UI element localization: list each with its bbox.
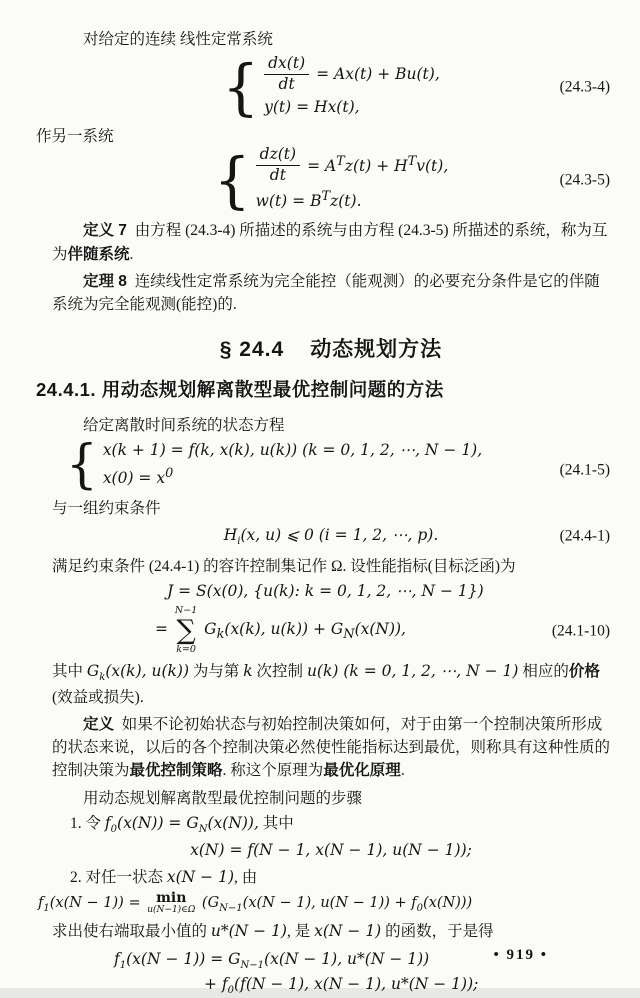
theorem-8 [52,270,610,317]
left-brace-icon: { [213,144,251,216]
perf-line1: J = S(x(0), {u(k): k = 0, 1, 2, ⋯, N − 1}) [167,582,484,601]
intro-paragraph [52,28,610,51]
price-paragraph: 其中 $G_k(x(k)$, u(k)) 为与第 k 次控制 u(k) (k = 0, 1, 2, ⋯, N − 1) 相应的价格(效益或损失). [52,662,600,706]
intro-text: 对给定的连续 线性定常系统 [83,31,273,48]
definition-7-text: 由方程 (24.3-4) 所描述的系统与由方程 (24.3-5) 所描述的系统， [134,222,561,240]
equation-24-4-1: $H_i(x$, u) ⩽ 0 (i = 1, 2, ⋯, p). (24.4-1) [223,525,610,547]
fraction-dzdt [256,146,300,185]
optimal-control-policy-term: 最优控制策略 [129,762,223,780]
step-1-equation: x(N) = f(N − 1, x(N − 1), u(N − 1)); [190,840,472,859]
step-2: 2. 对任一状态 x(N − 1), 由 [70,868,258,887]
minimizer-paragraph: 求出使右端取最小值的 u*(N − 1), 是 x(N − 1) 的函数，于是得 [52,922,494,941]
equation-line2: $w(t) = B^Tz(t)$. [255,189,362,211]
optimality-definition: 定义 如果不论初始状态与初始控制决策如何，对于由第一个控制决策所形成的状态来说，以后的各个控制决策必然使性能指标达到最优，则称具有这种性质的控制决策为最优控制策略. 称这个原理为最优化原理. [52,715,611,780]
optimality-principle-term: 最优化原理 [323,762,401,780]
equation-24-1-5 [52,433,610,495]
left-brace-icon: { [66,433,98,495]
equation-tag-24-3-4: (24.3-4) [559,78,610,96]
equation-tag-24-1-10: (24.1-10) [551,622,610,640]
state-equation-intro: 给定离散时间系统的状态方程 [83,416,285,434]
adjoint-system-term: 伴随系统 [67,245,130,263]
equation-24-1-10 [52,580,610,654]
perf-line2: = N−1 ∑ k=0 $G_k(x(k)$, $u(k)) + G_N(x(N))$, [155,605,406,655]
theorem-8-label: 定理 8 [83,272,127,290]
final-equation-line2: + $f_0(f(N - 1)$, x(N − 1), u*(N − 1)); [204,974,479,996]
constraint-intro: 与一组约束条件 [52,499,161,517]
price-term: 价格 [568,663,600,681]
equation-line2: y(t) = Hx(t), [264,97,360,116]
page-number: • 919 • [493,946,548,963]
another-system-text: 作另一系统 [36,128,114,146]
another-system-label [36,125,610,148]
equation-rhs: = Ax(t) + Bu(t), [316,64,440,83]
step-2-min-equation: $f_1(x(N - 1))$ = min u(N−1)∈Ω ($G_{N-1}(x(N - 1)$, $u(N - 1)) + f_0(x(N))$) [38,890,473,916]
final-equation-line1: $f_1(x(N - 1)) = G_{N-1}(x(N - 1)$, u*(N − 1)) [114,949,430,971]
section-title: 动态规划方法 [310,338,443,362]
performance-intro: 满足约束条件 (24.4-1) 的容许控制集记作 Ω. 设性能指标(目标泛函)为 [52,557,516,575]
summation-operator: N−1 ∑ k=0 [174,605,198,655]
theorem-8-text: 连续线性定常系统为完全能控（能观测）的必要充分条件是它的伴随系统为完全能观测(能控)的. [52,272,600,314]
fraction-dxdt [264,55,309,94]
fraction-numerator: dz(t) [256,146,300,166]
steps-title: 用动态规划解离散型最优控制问题的步骤 [83,789,363,807]
definition-7: 定义 7 由方程 (24.3-4) 所描述的系统与由方程 (24.3-5) 所描述的系统，称为互为伴随系统. [52,222,608,263]
equation-line2: $x(0) = x^0$ [102,466,174,488]
fraction-denominator: dt [269,166,286,185]
definition-7-label: 定义 7 [83,222,127,240]
equation-24-3-5 [52,144,610,216]
step-1: 1. 令 $f_0(x(N)) = G_N(x(N))$, 其中 [70,813,294,835]
subsection-heading: 24.4.1. 用动态规划解离散型最优控制问题的方法 [36,378,444,400]
equation-line1: x(k + 1) = f(k, x(k), u(k)) (k = 0, 1, 2, ⋯, N − 1), [102,440,483,459]
fraction-numerator: dx(t) [264,55,309,75]
section-number: § 24.4 [219,338,285,362]
min-operator: min u(N−1)∈Ω [147,890,196,916]
fraction-denominator: dt [278,75,295,94]
equation-tag-24-3-5: (24.3-5) [559,171,610,189]
left-brace-icon: { [222,51,260,123]
equation-tag-24-1-5: (24.1-5) [559,461,610,479]
equation-24-3-4 [52,51,610,123]
equation-tag-24-4-1: (24.4-1) [559,527,610,545]
equation-rhs: = $A^Tz(t) + H^Tv(t)$, [307,154,449,176]
section-heading [52,334,610,366]
definition-label: 定义 [83,715,115,733]
